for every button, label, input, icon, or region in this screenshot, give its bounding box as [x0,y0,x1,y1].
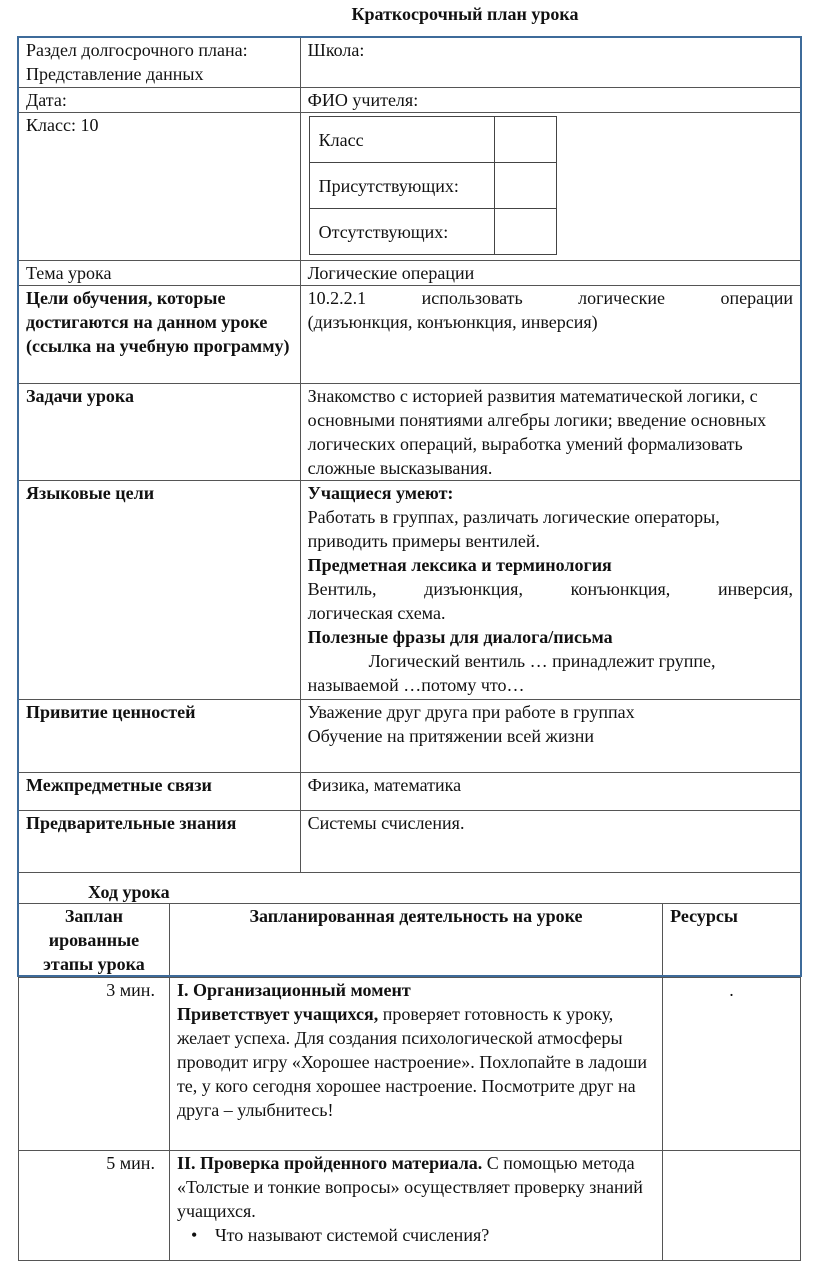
prior-value: Системы счисления. [300,811,800,873]
cross-value: Физика, математика [300,773,800,811]
step2-time: 5 мин. [19,1151,170,1261]
step1-bold: Приветствует учащихся, [176,1004,379,1024]
page-title: Краткосрочный план урока [351,4,579,24]
values-line-2: Обучение на притяжении всей жизни [307,726,594,746]
attendance-table [309,116,557,255]
course-heading [88,880,170,904]
lang-cell [300,481,800,700]
values-label-text: Привитие ценностей [26,702,196,722]
lang-phrases-heading-text: Полезные фразы для диалога/письма [307,627,613,647]
table-row [19,113,801,261]
step1-title [177,978,655,1002]
goals-cell [300,286,800,384]
step1-cell [169,978,662,1151]
attendance-absent-label: Отсутствующих: [309,209,495,255]
school-label: Школа: [307,40,365,60]
goals-label-text: Цели обучения, которые достигаются на данном уроке (ссылка на учебную программу) [26,288,290,356]
goals-label [19,286,301,384]
step1-resource: . [663,978,801,1151]
teacher-label: ФИО учителя: [300,88,800,113]
lang-phrases-line-2: называемой …потому что… [307,675,525,695]
table-row [19,811,801,873]
prior-label [19,811,301,873]
topic-label: Тема урока [19,261,301,286]
step2-cell [169,1151,662,1261]
lang-vocab-heading [308,553,793,577]
prior-label-text: Предварительные знания [26,813,237,833]
lang-vocab-line-1: Вентиль, дизъюнкция, конъюнкция, инверсия, [307,579,793,599]
table-row [19,700,801,773]
table-row [19,88,801,113]
lang-vocab-heading-text: Предметная лексика и терминология [307,555,612,575]
section-value: Представление данных [26,64,204,84]
table-row [19,261,801,286]
table-row [19,481,801,700]
step2-text [177,1151,655,1223]
class-label: Класс: 10 [19,113,301,261]
table-row [19,38,801,88]
step2-resource [663,1151,801,1261]
lang-label-text: Языковые цели [26,483,155,503]
col-activity-text: Запланированная деятельность на уроке [249,906,583,926]
school-cell [300,38,800,88]
attendance-present-value [495,163,556,209]
col-activity-header [169,904,662,978]
attendance-cell [300,113,800,261]
cross-label-text: Межпредметные связи [26,775,212,795]
lang-students-heading [308,481,793,505]
course-heading-text: Ход урока [88,882,170,902]
col-resources-header [663,904,801,978]
values-label [19,700,301,773]
step1-body: проверяет готовность к уроку, желает успеха. Для создания психологической атмосферы проводит игру «Хорошее настроение». Похлопайте в ладоши те, у кого сегодня хорошее настроение. Посмотрите друг на друга – улыбнитесь! [176,1004,647,1120]
lang-students-text: Работать в группах, различать логические операторы, приводить примеры вентилей. [307,507,720,551]
attendance-present-label: Присутствующих: [309,163,495,209]
attendance-absent-value [495,209,556,255]
table-row [19,1151,801,1261]
tasks-value: Знакомство с историей развития математической логики, с основными понятиями алгебры логики; введение основных логических операций, выработка умений формализовать сложные высказывания. [300,384,800,481]
step1-title-text: I. Организационный момент [176,980,411,1000]
col-stages-header [19,904,170,978]
goals-line-1: 10.2.2.1 использовать логические операции [307,288,793,308]
col-stages-text: Заплан ированные этапы урока [43,906,145,974]
lang-vocab-line-2: логическая схема. [307,603,446,623]
lang-students-heading-text: Учащиеся умеют: [307,483,454,503]
step2-bullet: • Что называют системой счисления? [177,1223,655,1247]
course-table [18,903,801,1261]
table-row [19,904,801,978]
plan-table [18,37,801,873]
values-cell [300,700,800,773]
attendance-class-label: Класс [309,117,495,163]
step2-body: С помощью метода «Толстые и тонкие вопросы» осуществляет проверку знаний учащихся. [176,1153,643,1221]
cross-label [19,773,301,811]
tasks-label [19,384,301,481]
lang-phrases-heading [308,625,793,649]
table-row [19,384,801,481]
table-row [19,978,801,1151]
topic-value: Логические операции [300,261,800,286]
table-row [19,286,801,384]
attendance-class-value [495,117,556,163]
goals-line-2: (дизъюнкция, конъюнкция, инверсия) [307,312,598,332]
date-label: Дата: [19,88,301,113]
lang-label [19,481,301,700]
lang-phrases-line-1: Логический вентиль … принадлежит группе, [368,651,716,671]
step1-time: 3 мин. [19,978,170,1151]
step2-title: II. Проверка пройденного материала. [176,1153,483,1173]
tasks-label-text: Задачи урока [26,386,135,406]
values-line-1: Уважение друг друга при работе в группах [307,702,635,722]
section-cell [19,38,301,88]
table-row [19,773,801,811]
col-resources-text: Ресурсы [670,906,738,926]
section-label: Раздел долгосрочного плана: [26,40,248,60]
step1-text [177,1002,655,1122]
